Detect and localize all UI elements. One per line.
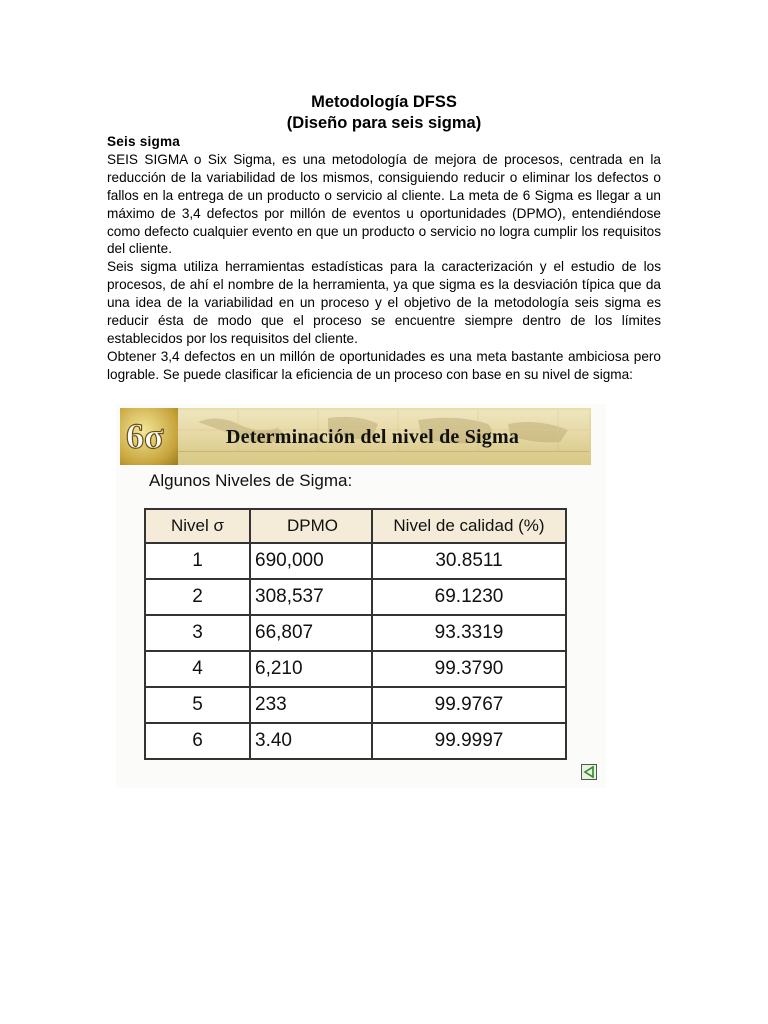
cell-calidad: 30.8511 xyxy=(372,543,566,579)
banner-strip xyxy=(178,410,589,452)
cell-nivel: 2 xyxy=(145,579,250,615)
sigma-levels-table xyxy=(144,508,567,760)
six-sigma-logo xyxy=(120,408,178,465)
slide-banner xyxy=(120,408,591,465)
paragraph-3: Obtener 3,4 defectos en un millón de oportunidades es una meta bastante ambiciosa pero lograble. Se puede clasificar la eficiencia de un proceso con base en su nivel de sigma: xyxy=(107,348,661,382)
cell-dpmo: 66,807 xyxy=(250,615,372,651)
slide-title: Determinación del nivel de Sigma xyxy=(226,426,520,448)
cell-calidad: 99.9997 xyxy=(372,723,566,759)
cell-dpmo: 6,210 xyxy=(250,651,372,687)
cell-nivel: 1 xyxy=(145,543,250,579)
section-subhead: Seis sigma xyxy=(107,134,181,149)
slide-subtitle: Algunos Niveles de Sigma: xyxy=(149,471,353,490)
cell-dpmo: 308,537 xyxy=(250,579,372,615)
document-title xyxy=(0,92,768,134)
body-text xyxy=(107,133,661,384)
paragraph-1: SEIS SIGMA o Six Sigma, es una metodología de mejora de procesos, centrada en la reducción de la variabilidad de los mismos, consiguiendo reducir o eliminar los defectos o fallos en la entrega de un producto o servicio al cliente. La meta de 6 Sigma es llegar a un máximo de 3,4 defectos por millón de eventos u oportunidades (DPMO), entendiéndose como defecto cualquier evento en que un producto o servicio no logra cumplir los requisitos del cliente. xyxy=(107,151,661,257)
back-button[interactable] xyxy=(581,764,597,780)
table-row xyxy=(145,687,566,723)
cell-nivel: 4 xyxy=(145,651,250,687)
cell-nivel: 3 xyxy=(145,615,250,651)
title-line-2: (Diseño para seis sigma) xyxy=(286,114,482,132)
table-row xyxy=(145,723,566,759)
cell-dpmo: 690,000 xyxy=(250,543,372,579)
cell-nivel: 5 xyxy=(145,687,250,723)
back-arrow-icon xyxy=(582,765,596,779)
cell-calidad: 99.3790 xyxy=(372,651,566,687)
cell-calidad: 99.9767 xyxy=(372,687,566,723)
table-header-row xyxy=(145,509,566,543)
cell-calidad: 93.3319 xyxy=(372,615,566,651)
header-calidad: Nivel de calidad (%) xyxy=(372,509,566,543)
paragraph-2: Seis sigma utiliza herramientas estadísticas para la caracterización y el estudio de los procesos, de ahí el nombre de la herramienta, ya que sigma es la desviación típica que da una idea de la variabilidad en un proceso y el objetivo de la metodología seis sigma es reducir ésta de modo que el proceso se encuentre siempre dentro de los límites establecidos por los requisitos del cliente. xyxy=(107,259,661,346)
cell-dpmo: 233 xyxy=(250,687,372,723)
header-dpmo: DPMO xyxy=(250,509,372,543)
sigma-slide xyxy=(116,404,606,788)
table-row xyxy=(145,651,566,687)
title-line-1: Metodología DFSS xyxy=(311,93,457,111)
table-row xyxy=(145,579,566,615)
cell-calidad: 69.1230 xyxy=(372,579,566,615)
table-row xyxy=(145,615,566,651)
header-nivel: Nivel σ xyxy=(145,509,250,543)
cell-nivel: 6 xyxy=(145,723,250,759)
logo-text: 6σ xyxy=(126,416,164,456)
table-row xyxy=(145,543,566,579)
cell-dpmo: 3.40 xyxy=(250,723,372,759)
